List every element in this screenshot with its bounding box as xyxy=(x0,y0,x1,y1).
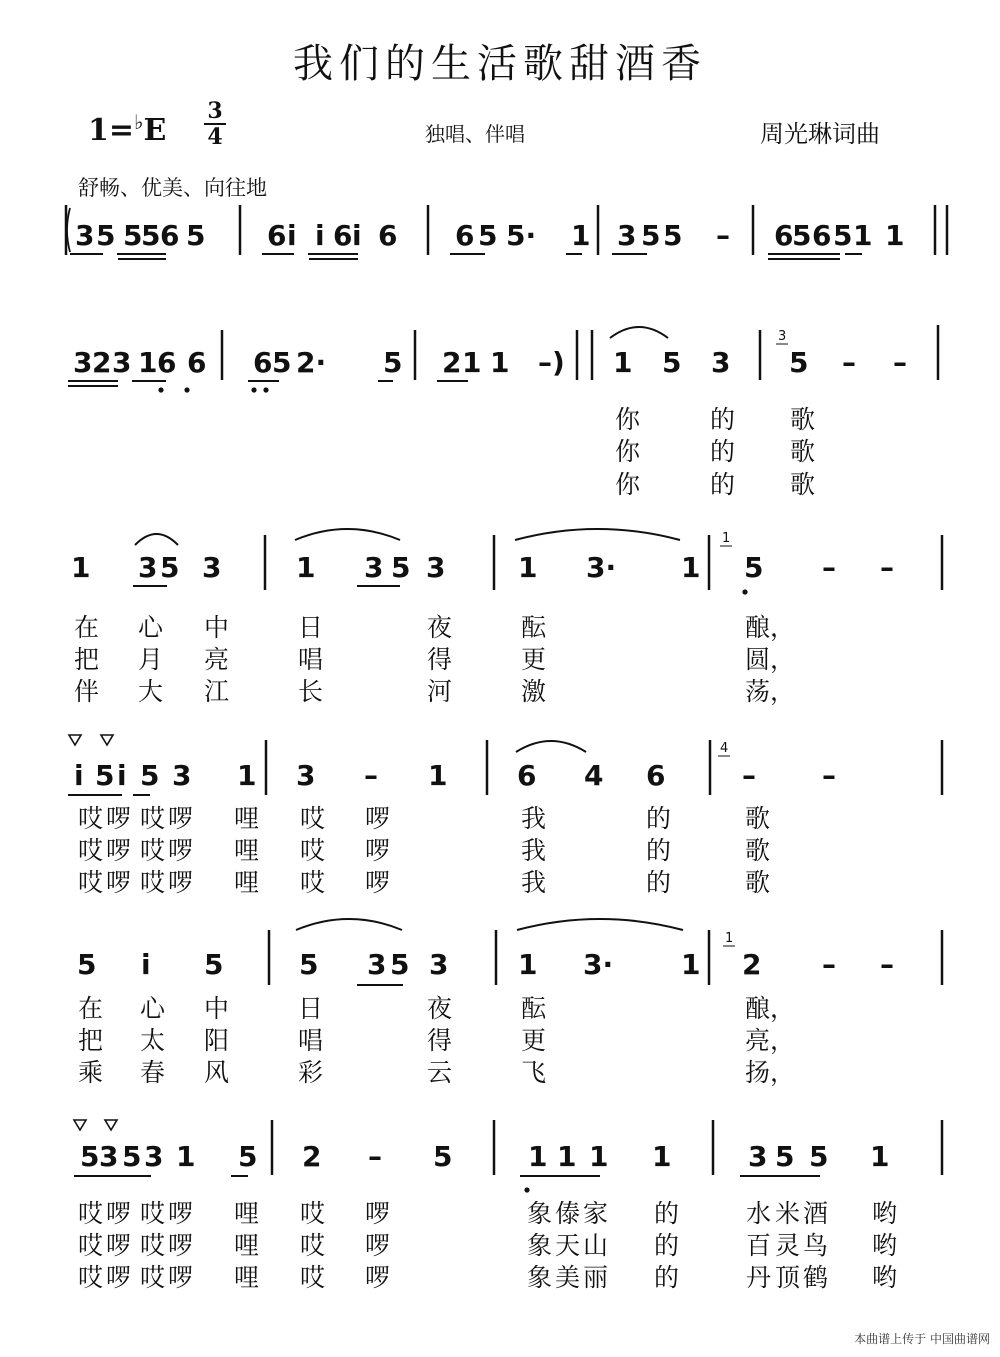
lyric-char: 啰 xyxy=(106,1231,132,1260)
footer-source: 本曲谱上传于 中国曲谱网 xyxy=(854,1332,990,1346)
lyric-char: 鹤 xyxy=(803,1263,829,1292)
note: i xyxy=(141,948,151,981)
composer-credit: 周光琳词曲 xyxy=(760,120,880,148)
note: 5 xyxy=(204,948,224,981)
lyric-char: 心 xyxy=(138,613,164,642)
note: 5 xyxy=(641,219,661,252)
note: 1 xyxy=(176,1140,196,1173)
note: 6 xyxy=(267,219,287,252)
lyric-char: 哎 xyxy=(300,868,326,897)
lyric-char: 夜 xyxy=(427,613,453,642)
lyric-char: 我 xyxy=(521,836,547,865)
lyric-char: 啰 xyxy=(168,836,194,865)
lyric-char: 哟 xyxy=(872,1231,898,1260)
note: 3 xyxy=(202,551,222,584)
note: 3 xyxy=(367,948,387,981)
note: 6 xyxy=(646,759,666,792)
note: 5 xyxy=(789,346,809,379)
lyric-char: 哎 xyxy=(78,1199,104,1228)
lyric-char: 啰 xyxy=(168,1199,194,1228)
lyric-char: 水 xyxy=(746,1199,772,1228)
note: 3· xyxy=(586,551,617,584)
note: 5 xyxy=(433,1140,453,1173)
lyric-char: 的 xyxy=(710,437,736,466)
start-bracket xyxy=(67,208,70,252)
note: 6 xyxy=(160,219,180,252)
note: 5 xyxy=(80,1140,100,1173)
time-signature: 3 4 xyxy=(204,100,226,148)
lyric-char: 哎 xyxy=(300,1231,326,1260)
lyric-char: 哩 xyxy=(234,868,260,897)
lyric-char: 把 xyxy=(74,645,100,674)
lyric-char: 哎 xyxy=(140,1231,166,1260)
note: i xyxy=(117,759,127,792)
note: 3 xyxy=(138,551,158,584)
note: 3 xyxy=(429,948,449,981)
lyric-char: 荡， xyxy=(745,677,796,706)
lyric-char: 的 xyxy=(654,1263,680,1292)
note: – xyxy=(822,551,836,584)
lyric-char: 啰 xyxy=(365,868,391,897)
note: i xyxy=(74,759,84,792)
lyric-char: 日 xyxy=(298,613,324,642)
lyric-char: 啰 xyxy=(106,1263,132,1292)
note: 1 xyxy=(490,346,510,379)
note: 5 xyxy=(186,219,206,252)
grace-note: 1 xyxy=(722,531,731,546)
note: 3 xyxy=(144,1140,164,1173)
note: 3 xyxy=(73,346,93,379)
lyric-char: 云 xyxy=(427,1058,453,1087)
lyric-char: 啰 xyxy=(365,804,391,833)
lyric-char: 春 xyxy=(140,1058,166,1087)
lyric-char: 歌 xyxy=(790,470,816,499)
note: 5 xyxy=(662,346,682,379)
lyric-char: 哎 xyxy=(140,868,166,897)
note: – xyxy=(742,759,756,792)
note: – xyxy=(716,219,730,252)
octave-dot xyxy=(263,387,268,392)
note: – xyxy=(822,948,836,981)
note: 3 xyxy=(296,759,316,792)
slur xyxy=(516,741,586,752)
lyric-char: 长 xyxy=(298,677,324,706)
lyric-char: 亮 xyxy=(204,645,230,674)
note: 5 xyxy=(140,759,160,792)
grace-note: 3 xyxy=(778,329,787,344)
lyric-char: 更 xyxy=(521,645,547,674)
lyric-char: 啰 xyxy=(365,1263,391,1292)
lyric-char: 的 xyxy=(646,804,672,833)
lyric-char: 美 xyxy=(555,1263,581,1292)
note: 3 xyxy=(711,346,731,379)
lyric-char: 把 xyxy=(78,1026,104,1055)
note: 1 xyxy=(528,1140,548,1173)
note: 1 xyxy=(613,346,633,379)
note: 5 xyxy=(95,759,115,792)
lyric-char: 得 xyxy=(427,1026,453,1055)
note: 3 xyxy=(426,551,446,584)
note: 6 xyxy=(378,219,398,252)
performance-type: 独唱、伴唱 xyxy=(425,122,525,146)
song-title: 我们的生活歌甜酒香 xyxy=(293,41,707,87)
lyric-char: 的 xyxy=(646,868,672,897)
note: 1 xyxy=(870,1140,890,1173)
note: 1 xyxy=(589,1140,609,1173)
lyric-char: 酝 xyxy=(521,994,547,1023)
note: 5 xyxy=(383,346,403,379)
lyric-char: 哩 xyxy=(234,1231,260,1260)
lyric-char: 鸟 xyxy=(803,1231,829,1260)
note: 1 xyxy=(518,551,538,584)
lyric-char: 你 xyxy=(615,405,641,434)
note: 6 xyxy=(157,346,177,379)
lyric-char: 哎 xyxy=(300,836,326,865)
lyric-char: 山 xyxy=(583,1231,609,1260)
note: 1 xyxy=(885,219,905,252)
note: 3 xyxy=(112,346,132,379)
lyric-char: 酝 xyxy=(521,613,547,642)
note: 5 xyxy=(299,948,319,981)
lyric-char: 的 xyxy=(710,405,736,434)
lyric-char: 在 xyxy=(74,613,100,642)
octave-dot xyxy=(158,387,163,392)
note: 5 xyxy=(390,948,410,981)
slur xyxy=(135,534,178,545)
lyric-char: 中 xyxy=(204,994,230,1023)
note: 2 xyxy=(92,346,112,379)
lyric-char: 啰 xyxy=(365,1231,391,1260)
lyric-char: 哎 xyxy=(300,1263,326,1292)
note: 5 xyxy=(478,219,498,252)
lyric-char: 彩 xyxy=(298,1058,324,1087)
lyric-char: 灵 xyxy=(775,1231,801,1260)
octave-dot xyxy=(742,589,747,594)
lyric-char: 啰 xyxy=(106,836,132,865)
lyric-char: 的 xyxy=(654,1199,680,1228)
note: 1 xyxy=(518,948,538,981)
lyric-char: 你 xyxy=(615,470,641,499)
note: 3· xyxy=(583,948,614,981)
note: 2· xyxy=(296,346,327,379)
grace-note: 4 xyxy=(720,741,729,756)
note: 5 xyxy=(123,219,143,252)
lyric-char: 的 xyxy=(710,470,736,499)
lyric-char: 啰 xyxy=(106,1199,132,1228)
note: – xyxy=(364,759,378,792)
lyric-char: 河 xyxy=(427,677,453,706)
slur xyxy=(517,919,683,930)
lyric-char: 太 xyxy=(140,1026,166,1055)
slur xyxy=(295,529,400,540)
note: 6 xyxy=(253,346,273,379)
lyric-char: 唱 xyxy=(298,645,324,674)
lyric-char: 家 xyxy=(583,1199,609,1228)
tempo-marking: 舒畅、优美、向往地 xyxy=(78,176,267,200)
note: 5 xyxy=(122,1140,142,1173)
octave-dot xyxy=(184,387,189,392)
lyric-char: 哎 xyxy=(140,1263,166,1292)
note: 5 xyxy=(663,219,683,252)
note: 1 xyxy=(853,219,873,252)
lyric-char: 哎 xyxy=(140,1199,166,1228)
note: – xyxy=(880,948,894,981)
lyric-char: 傣 xyxy=(555,1199,581,1228)
note: – xyxy=(893,346,907,379)
note: 3 xyxy=(748,1140,768,1173)
note: 5 xyxy=(238,1140,258,1173)
lyric-char: 月 xyxy=(138,645,164,674)
lyric-char: 乘 xyxy=(78,1058,104,1087)
lyric-char: 啰 xyxy=(106,868,132,897)
lyric-char: 啰 xyxy=(168,1263,194,1292)
note: 5 xyxy=(96,219,116,252)
note: – xyxy=(822,759,836,792)
lyric-char: 唱 xyxy=(298,1026,324,1055)
note: 5· xyxy=(506,219,537,252)
lyric-char: 啰 xyxy=(365,1199,391,1228)
note: 1 xyxy=(462,346,482,379)
note: 6 xyxy=(517,759,537,792)
note: 2 xyxy=(742,948,762,981)
lyric-char: 哎 xyxy=(78,1263,104,1292)
lyric-char: 歌 xyxy=(790,405,816,434)
lyric-char: 得 xyxy=(427,645,453,674)
note: 5 xyxy=(809,1140,829,1173)
grace-note: 1 xyxy=(725,931,734,946)
lyric-char: 哟 xyxy=(872,1263,898,1292)
lyric-char: 哟 xyxy=(872,1199,898,1228)
note: – xyxy=(880,551,894,584)
lyric-char: 歌 xyxy=(745,804,771,833)
note: 5 xyxy=(77,948,97,981)
note: 1 xyxy=(428,759,448,792)
lyric-char: 啰 xyxy=(168,1231,194,1260)
lyric-char: 酿， xyxy=(745,994,796,1023)
octave-dot xyxy=(251,387,256,392)
note: 6 xyxy=(187,346,207,379)
note: 1 xyxy=(652,1140,672,1173)
lyric-char: 啰 xyxy=(168,804,194,833)
lyric-char: 圆， xyxy=(745,645,796,674)
lyric-char: 夜 xyxy=(427,994,453,1023)
note: 5 xyxy=(272,346,292,379)
accent-mark xyxy=(105,1120,117,1130)
note: 2 xyxy=(442,346,462,379)
accent-mark xyxy=(101,735,113,745)
lyric-char: 我 xyxy=(521,868,547,897)
note: 6 xyxy=(333,219,353,252)
lyric-char: 哎 xyxy=(140,836,166,865)
lyric-char: 天 xyxy=(555,1231,581,1260)
note: 5 xyxy=(833,219,853,252)
note: 2 xyxy=(302,1140,322,1173)
lyric-char: 风 xyxy=(204,1058,230,1087)
note: 6 xyxy=(455,219,475,252)
note: 3 xyxy=(364,551,384,584)
lyric-char: 日 xyxy=(298,994,324,1023)
note: 5 xyxy=(160,551,180,584)
note: 1 xyxy=(681,551,701,584)
lyric-char: 我 xyxy=(521,804,547,833)
slur xyxy=(610,327,668,338)
note: – xyxy=(368,1140,382,1173)
lyric-char: 象 xyxy=(527,1263,553,1292)
note: 1 xyxy=(571,219,591,252)
lyric-char: 亮， xyxy=(745,1026,796,1055)
note: –) xyxy=(538,346,565,379)
note: 3 xyxy=(172,759,192,792)
accent-mark xyxy=(74,1120,86,1130)
lyric-char: 顶 xyxy=(775,1263,801,1292)
lyric-char: 啰 xyxy=(168,868,194,897)
lyric-char: 象 xyxy=(527,1199,553,1228)
lyric-char: 哩 xyxy=(234,804,260,833)
lyric-char: 中 xyxy=(204,613,230,642)
lyric-char: 大 xyxy=(138,677,164,706)
lyric-char: 丽 xyxy=(583,1263,609,1292)
note: 6 xyxy=(774,219,794,252)
lyric-char: 丹 xyxy=(746,1263,772,1292)
lyric-char: 你 xyxy=(615,437,641,466)
note: 1 xyxy=(681,948,701,981)
lyric-char: 米 xyxy=(775,1199,801,1228)
lyric-char: 酿， xyxy=(745,613,796,642)
lyric-char: 哎 xyxy=(140,804,166,833)
lyric-char: 啰 xyxy=(106,804,132,833)
note: 5 xyxy=(141,219,161,252)
slur xyxy=(515,529,680,540)
note: i xyxy=(315,219,325,252)
lyric-char: 歌 xyxy=(745,868,771,897)
lyric-char: 的 xyxy=(654,1231,680,1260)
note: – xyxy=(842,346,856,379)
note: 5 xyxy=(391,551,411,584)
note: 5 xyxy=(792,219,812,252)
note: 1 xyxy=(71,551,91,584)
lyric-char: 哩 xyxy=(234,1263,260,1292)
lyric-char: 啰 xyxy=(365,836,391,865)
lyric-char: 象 xyxy=(527,1231,553,1260)
lyric-char: 哎 xyxy=(78,836,104,865)
lyric-char: 扬， xyxy=(745,1058,796,1087)
lyric-char: 更 xyxy=(521,1026,547,1055)
note: i xyxy=(287,219,297,252)
note: 4 xyxy=(584,759,604,792)
note: 3 xyxy=(75,219,95,252)
lyric-char: 江 xyxy=(204,677,230,706)
lyric-char: 哩 xyxy=(234,1199,260,1228)
lyric-char: 哎 xyxy=(300,804,326,833)
note: 3 xyxy=(99,1140,119,1173)
lyric-char: 百 xyxy=(746,1231,772,1260)
slur xyxy=(296,919,402,930)
note: 3 xyxy=(617,219,637,252)
lyric-char: 心 xyxy=(140,994,166,1023)
note: 1 xyxy=(296,551,316,584)
note: 1 xyxy=(557,1140,577,1173)
lyric-char: 酒 xyxy=(803,1199,829,1228)
lyric-char: 飞 xyxy=(521,1058,547,1087)
lyric-char: 的 xyxy=(646,836,672,865)
note: i xyxy=(352,219,362,252)
key-signature: 1=♭E xyxy=(88,110,167,148)
lyric-char: 伴 xyxy=(74,677,100,706)
note: 1 xyxy=(237,759,257,792)
lyric-char: 哎 xyxy=(300,1199,326,1228)
accent-mark xyxy=(69,735,81,745)
lyric-char: 哎 xyxy=(78,1231,104,1260)
lyric-char: 在 xyxy=(78,994,104,1023)
note: 5 xyxy=(775,1140,795,1173)
lyric-char: 哎 xyxy=(78,868,104,897)
note: 5 xyxy=(744,551,764,584)
lyric-char: 歌 xyxy=(745,836,771,865)
lyric-char: 哩 xyxy=(234,836,260,865)
octave-dot xyxy=(524,1187,529,1192)
note: 1 xyxy=(138,346,158,379)
lyric-char: 激 xyxy=(521,677,547,706)
note: 6 xyxy=(812,219,832,252)
lyric-char: 歌 xyxy=(790,437,816,466)
lyric-char: 哎 xyxy=(78,804,104,833)
lyric-char: 阳 xyxy=(204,1026,230,1055)
